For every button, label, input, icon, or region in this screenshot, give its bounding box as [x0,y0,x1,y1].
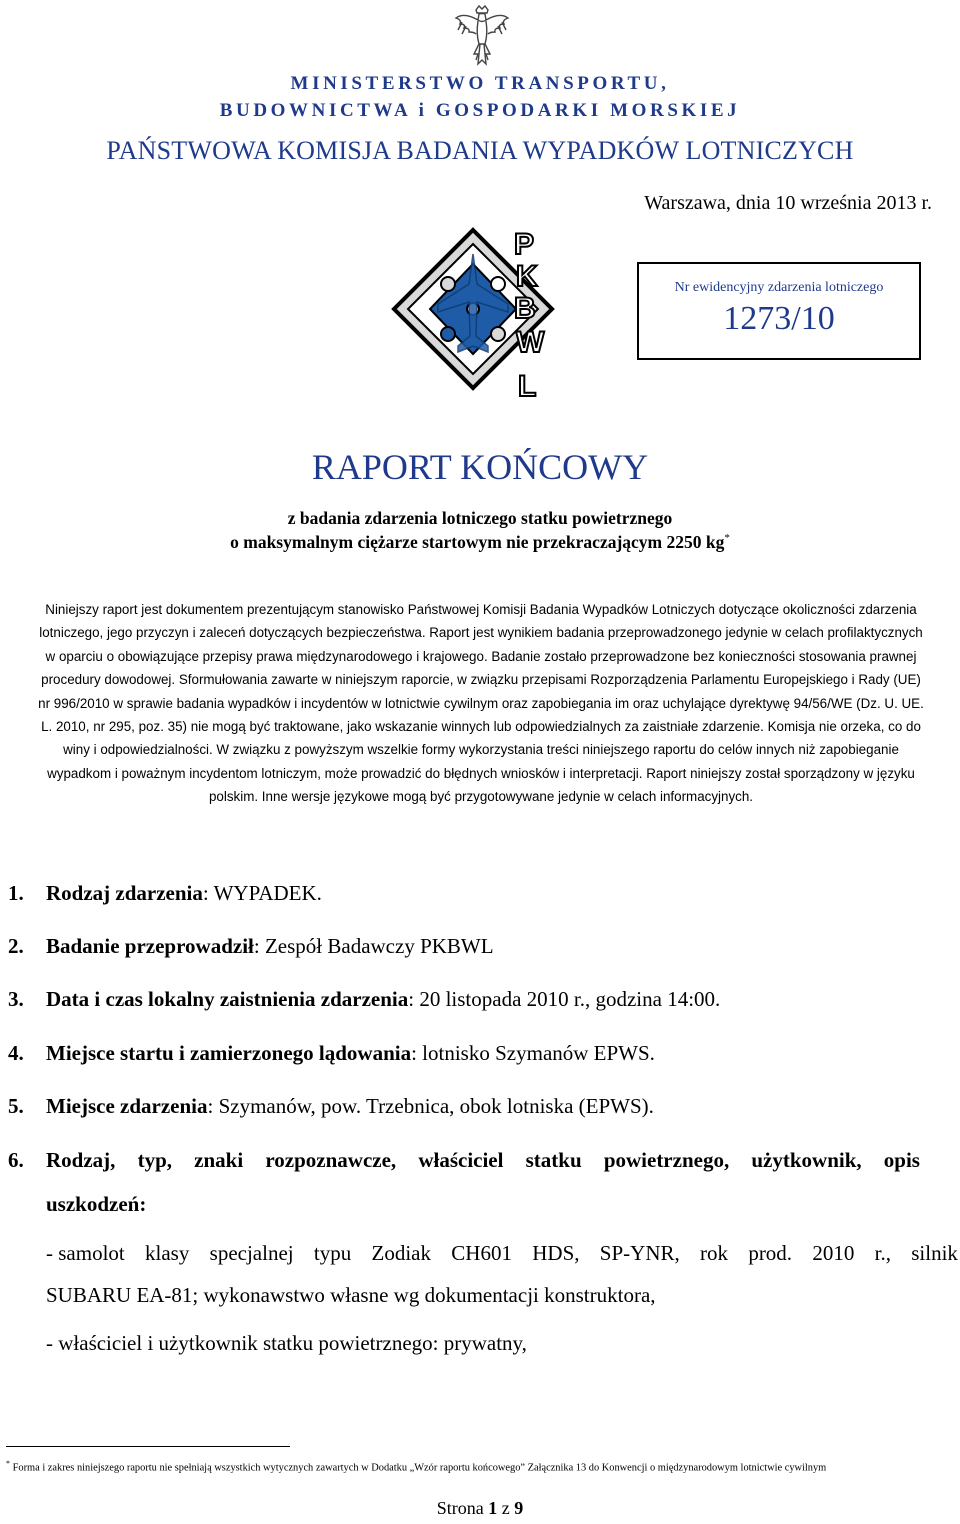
item-label-word: powietrznego, [603,1148,730,1172]
logo-letter-w: W [516,326,545,359]
intro-paragraph: Niniejszy raport jest dokumentem prezentującym stanowisko Państwowej Komisji Badania Wypadków Lotniczych dotyczące okoliczności zdarzenia lotniczego, jego przyczyn i zaleceń dotyczących bezpieczeństwa. Raport jest wynikiem badania przeprowadzonego jedynie w celach profilaktycznych w oparciu o obowiązujące przepisy prawa międzynarodowego i krajowego. Badanie zostało przeprowadzone bez konieczności stosowania prawnej procedury dowodowej. Sformułowania zawarte w niniejszym raporcie, w związku przepisami Rozporządzenia Parlamentu Europejskiego i Rady (UE) nr 996/2010 w sprawie badania wypadków i incydentów w lotnictwie cywilnym oraz zapobiegania im oraz uchylające dyrektywę 94/56/WE (Dz. U. UE. L. 2010, nr 295, poz. 35) nie mogą być traktowane, jako wskazanie winnych lub odpowiedzialnych za zaistniałe zdarzenie. Komisja nie orzeka, co do winy i odpowiedzialności. W związku z powyższym wszelkie formy wykorzystania treści niniejszego raportu do celów innych niż zapobieganie wypadkom i poważnym incydentom lotniczym, może prowadzić do błędnych wniosków i interpretacji. Raport niniejszy został sporządzony w języku polskim. Inne wersje językowe mogą być przygotowywane jedynie w celach informacyjnych. [38,602,924,805]
owner-description: - właściciel i użytkownik statku powietrznego: prywatny, [46,1331,527,1355]
item-6-line1 [8,1148,920,1173]
item-value: : 20 listopada 2010 r., godzina 14:00. [408,987,721,1011]
section-item-1 [8,881,958,906]
item-label-word: użytkownik, [751,1148,862,1172]
ministry-name-line2: BUDOWNICTWA i GOSPODARKI MORSKIEJ [219,100,741,121]
item-label-word: Rodzaj, [46,1148,116,1172]
item-number: 3. [8,987,24,1011]
item-label-word: znaki [194,1148,244,1172]
item-number: 1. [8,881,24,905]
report-subtitle-line2 [0,532,960,553]
aircraft-description-line1 [46,1241,958,1266]
description-word: klasy [145,1241,190,1265]
item-label-word: typ, [137,1148,173,1172]
item-label: Rodzaj zdarzenia [46,881,203,905]
item-number: 5. [8,1094,24,1118]
commission-name: PAŃSTWOWA KOMISJA BADANIA WYPADKÓW LOTNICZYCH [106,136,854,165]
item-label: Miejsce startu i zamierzonego lądowania [46,1041,412,1065]
description-word: specjalnej [209,1241,294,1265]
polish-eagle-emblem-icon [452,4,512,68]
section-item-2 [8,934,958,959]
item-label-continued: uszkodzeń: [46,1192,147,1216]
item-number: 6. [8,1148,24,1172]
description-word: prod. [748,1241,793,1265]
item-label-word: statku [525,1148,582,1172]
item-label: Data i czas lokalny zaistnienia zdarzenia [46,987,409,1011]
item-number: 4. [8,1041,24,1065]
pkbwl-logo-icon [388,224,578,414]
item-6-label-wrap [8,1148,46,1173]
item-label [46,1148,920,1173]
item-value: : lotnisko Szymanów EPWS. [411,1041,655,1065]
footnote-marker: * [724,532,730,545]
item-label: Badanie przeprowadził [46,934,254,958]
document-date: Warszawa, dnia 10 września 2013 r. [644,192,932,214]
description-word: - samolot [46,1241,125,1265]
item-value: : WYPADEK. [202,881,322,905]
page-prefix: Strona [436,1498,489,1518]
section-item-5 [8,1094,958,1119]
page-current: 1 [488,1498,498,1518]
item-label-word: opis [883,1148,920,1172]
item-label-word: rozpoznawcze, [265,1148,397,1172]
logo-letter-p: P [514,228,535,261]
registration-label: Nr ewidencyjny zdarzenia lotniczego [674,280,884,295]
description-word: CH601 [451,1241,512,1265]
footnote-mark: * [6,1459,10,1468]
report-subtitle-line2-text: o maksymalnym ciężarze startowym nie przekraczającym 2250 kg [230,532,725,552]
section-item-3 [8,987,958,1012]
description-word: SP-YNR, [599,1241,680,1265]
item-label: Miejsce zdarzenia [46,1094,208,1118]
aircraft-description-line2: SUBARU EA-81; wykonawstwo własne wg dokumentacji konstruktora, [46,1283,656,1307]
description-word: Zodiak [371,1241,431,1265]
report-title: RAPORT KOŃCOWY [311,447,649,487]
footnote-text: Forma i zakres niniejszego raportu nie spełniają wszystkich wytycznych zawartych w Dodatku „Wzór raportu końcowego” Załącznika 13 do Konwencji o międzynarodowym lotnictwie cywilnym [10,1462,827,1474]
ministry-name-line1: MINISTERSTWO TRANSPORTU, [290,73,670,94]
item-label-word: właściciel [418,1148,504,1172]
page-total: 9 [514,1498,524,1518]
logo-letter-k: K [516,260,538,293]
description-word: rok [700,1241,729,1265]
description-word: HDS, [532,1241,580,1265]
footnote-divider [6,1446,290,1447]
registration-number: 1273/10 [723,300,835,337]
description-word: 2010 [812,1241,855,1265]
registration-box [637,262,921,360]
section-item-6 [8,1148,958,1216]
logo-letter-b: B [514,292,536,325]
footnote [6,1459,826,1473]
page-middle: z [497,1498,515,1518]
logo-letter-l: L [518,370,537,403]
report-subtitle-line1: z badania zdarzenia lotniczego statku powietrznego [287,508,673,528]
item-value: : Zespół Badawczy PKBWL [253,934,494,958]
description-word: silnik [911,1241,958,1265]
section-item-4 [8,1041,958,1066]
item-value: : Szymanów, pow. Trzebnica, obok lotniska (EPWS). [207,1094,654,1118]
description-word: r., [874,1241,891,1265]
description-word: typu [313,1241,352,1265]
item-number: 2. [8,934,24,958]
page-number [0,1498,960,1519]
